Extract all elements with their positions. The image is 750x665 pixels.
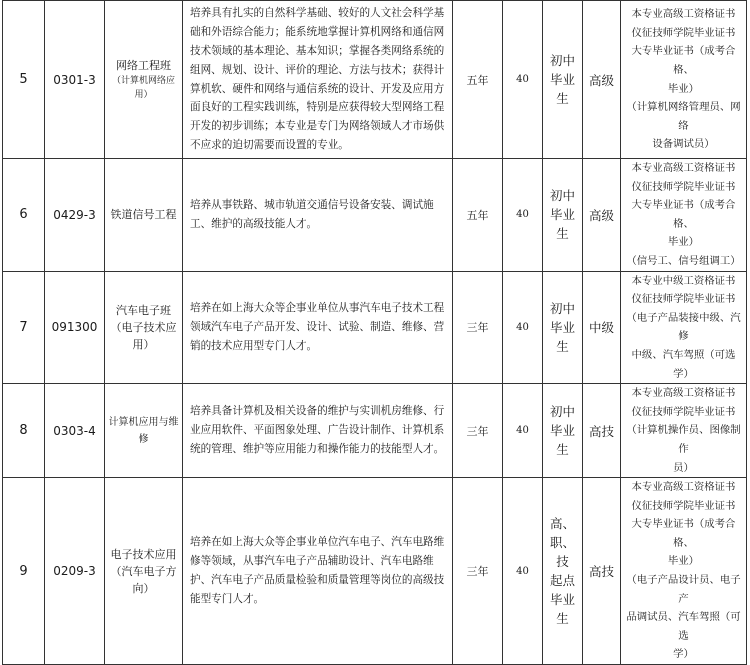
requirement-line: 毕业: [549, 423, 575, 439]
certificate-line: 仪征技师学院毕业证书: [631, 293, 736, 306]
certificate-line: 本专业高级工资格证书: [631, 8, 736, 21]
table-row: [3, 159, 747, 272]
study-length: 五年: [453, 159, 503, 272]
entry-requirement: [543, 384, 583, 478]
row-number: 5: [3, 1, 45, 159]
requirement-line: 初中: [549, 404, 575, 420]
major-name-text: 网络工程班: [116, 59, 171, 72]
certificates: [621, 384, 747, 478]
certificate-line: 仪征技师学院毕业证书: [631, 405, 736, 418]
certificate-line: （计算机操作员、图像制作: [626, 424, 741, 455]
certificate-line: 大专毕业证书（成考合格、: [631, 518, 736, 549]
major-code: 0429-3: [45, 159, 105, 272]
study-length: 三年: [453, 478, 503, 665]
requirement-line: 生: [556, 226, 569, 242]
study-length: 五年: [453, 1, 503, 159]
enrollment-count: 40: [503, 384, 543, 478]
major-name-text: 电子技术应用（汽车电子方向）: [110, 547, 177, 595]
certificate-line: 本专业高级工资格证书: [631, 387, 736, 400]
certificate-line: 品调试员、汽车驾照（可选: [626, 611, 741, 642]
requirement-line: 生: [556, 91, 569, 106]
certificate-line: 毕业）: [667, 555, 700, 568]
study-length: 三年: [453, 271, 503, 384]
entry-requirement: [543, 478, 583, 665]
training-description: 培养在如上海大众等企事业单位从事汽车电子技术工程领域汽车电子产品开发、设计、试验、制造、维修、营销的技术应用型专门人才。: [183, 271, 453, 384]
certificate-line: （电子产品装接中级、汽修: [626, 311, 741, 343]
major-code: 0301-3: [45, 1, 105, 159]
table-row: [3, 1, 747, 159]
certificate-line: 员）: [673, 461, 694, 474]
certificate-line: 学）: [673, 648, 694, 661]
program-table: [2, 0, 747, 665]
row-number: 9: [3, 478, 45, 665]
table-row: [3, 384, 747, 478]
major-name: [105, 159, 183, 272]
qualification-level: 高级: [583, 1, 621, 159]
qualification-level: 中级: [583, 271, 621, 384]
major-code: 0303-4: [45, 384, 105, 478]
requirement-line: 起点: [549, 573, 575, 589]
enrollment-count: 40: [503, 159, 543, 272]
major-name-sub: （计算机网络应用）: [111, 76, 175, 100]
certificate-line: （信号工、信号组调工）: [626, 254, 741, 267]
certificate-line: 仪征技师学院毕业证书: [631, 180, 736, 193]
certificate-line: 大专毕业证书（成考合格、: [631, 199, 736, 230]
training-description: 培养具备计算机及相关设备的维护与实训机房维修、行业应用软件、平面图象处理、广告设计制作、计算机系统的管理、维护等应用能力和操作能力的技能型人才。: [183, 384, 453, 478]
certificates: [621, 159, 747, 272]
major-name: [105, 478, 183, 665]
qualification-level: 高技: [583, 478, 621, 665]
certificate-line: 中级、汽车驾照（可选学）: [631, 348, 736, 380]
requirement-line: 生: [556, 611, 569, 627]
qualification-level: 高级: [583, 159, 621, 272]
requirement-line: 毕业: [549, 319, 575, 335]
enrollment-count: 40: [503, 1, 543, 159]
row-number: 6: [3, 159, 45, 272]
requirement-line: 职、技: [549, 535, 575, 570]
entry-requirement: [543, 1, 583, 159]
certificate-line: 大专毕业证书（成考合格、: [631, 45, 736, 76]
major-name-text: 汽车电子班（电子技术应用）: [110, 303, 177, 351]
requirement-line: 生: [556, 338, 569, 354]
certificates: [621, 478, 747, 665]
certificates: [621, 1, 747, 159]
requirement-line: 毕业: [549, 207, 575, 223]
major-name-text: 计算机应用与维修: [108, 416, 179, 445]
certificate-line: （计算机网络管理员、网络: [626, 101, 741, 132]
study-length: 三年: [453, 384, 503, 478]
major-code: 0209-3: [45, 478, 105, 665]
requirement-line: 初中: [549, 53, 575, 68]
requirement-line: 高、: [549, 516, 575, 532]
certificates: [621, 271, 747, 384]
major-name: [105, 271, 183, 384]
training-description: 培养具有扎实的自然科学基础、较好的人文社会科学基础和外语综合能力；能系统地掌握计算机网络和通信网技术领域的基本理论、基本知识；掌握各类网络系统的组网、规划、设计、评价的理论、方法与技术；获得计算机软、硬件和网络与通信系统的设计、开发及应用方面良好的工程实践训练，特别是应获得较大型网络工程开发的初步训练；本专业是专门为网络领域人才市场供不应求的迫切需要而设置的专业。: [183, 1, 453, 159]
certificate-line: 设备调试员）: [652, 138, 715, 151]
row-number: 8: [3, 384, 45, 478]
certificate-line: 毕业）: [667, 82, 700, 95]
certificate-line: 毕业）: [667, 236, 700, 249]
entry-requirement: [543, 159, 583, 272]
requirement-line: 毕业: [549, 72, 575, 87]
requirement-line: 初中: [549, 300, 575, 316]
major-name: [105, 384, 183, 478]
certificate-line: 本专业中级工资格证书: [631, 274, 736, 287]
certificate-line: 本专业高级工资格证书: [631, 481, 736, 494]
requirement-line: 毕业: [549, 592, 575, 608]
entry-requirement: [543, 271, 583, 384]
major-name: [105, 1, 183, 159]
enrollment-count: 40: [503, 271, 543, 384]
training-description: 培养在如上海大众等企事业单位汽车电子、汽车电路维修等领域，从事汽车电子产品辅助设计、汽车电路维护、汽车电子产品质量检验和质量管理等岗位的高级技能型专门人才。: [183, 478, 453, 665]
table-row: [3, 271, 747, 384]
table-row: [3, 478, 747, 665]
requirement-line: 生: [556, 442, 569, 458]
certificate-line: 仪征技师学院毕业证书: [631, 499, 736, 512]
certificate-line: 仪征技师学院毕业证书: [631, 26, 736, 39]
major-code: 091300: [45, 271, 105, 384]
certificate-line: （电子产品设计员、电子产: [626, 574, 741, 605]
training-description: 培养从事铁路、城市轨道交通信号设备安装、调试施工、维护的高级技能人才。: [183, 159, 453, 272]
enrollment-count: 40: [503, 478, 543, 665]
qualification-level: 高技: [583, 384, 621, 478]
major-name-text: 铁道信号工程: [110, 208, 177, 222]
certificate-line: 本专业高级工资格证书: [631, 162, 736, 174]
requirement-line: 初中: [549, 188, 575, 204]
row-number: 7: [3, 271, 45, 384]
